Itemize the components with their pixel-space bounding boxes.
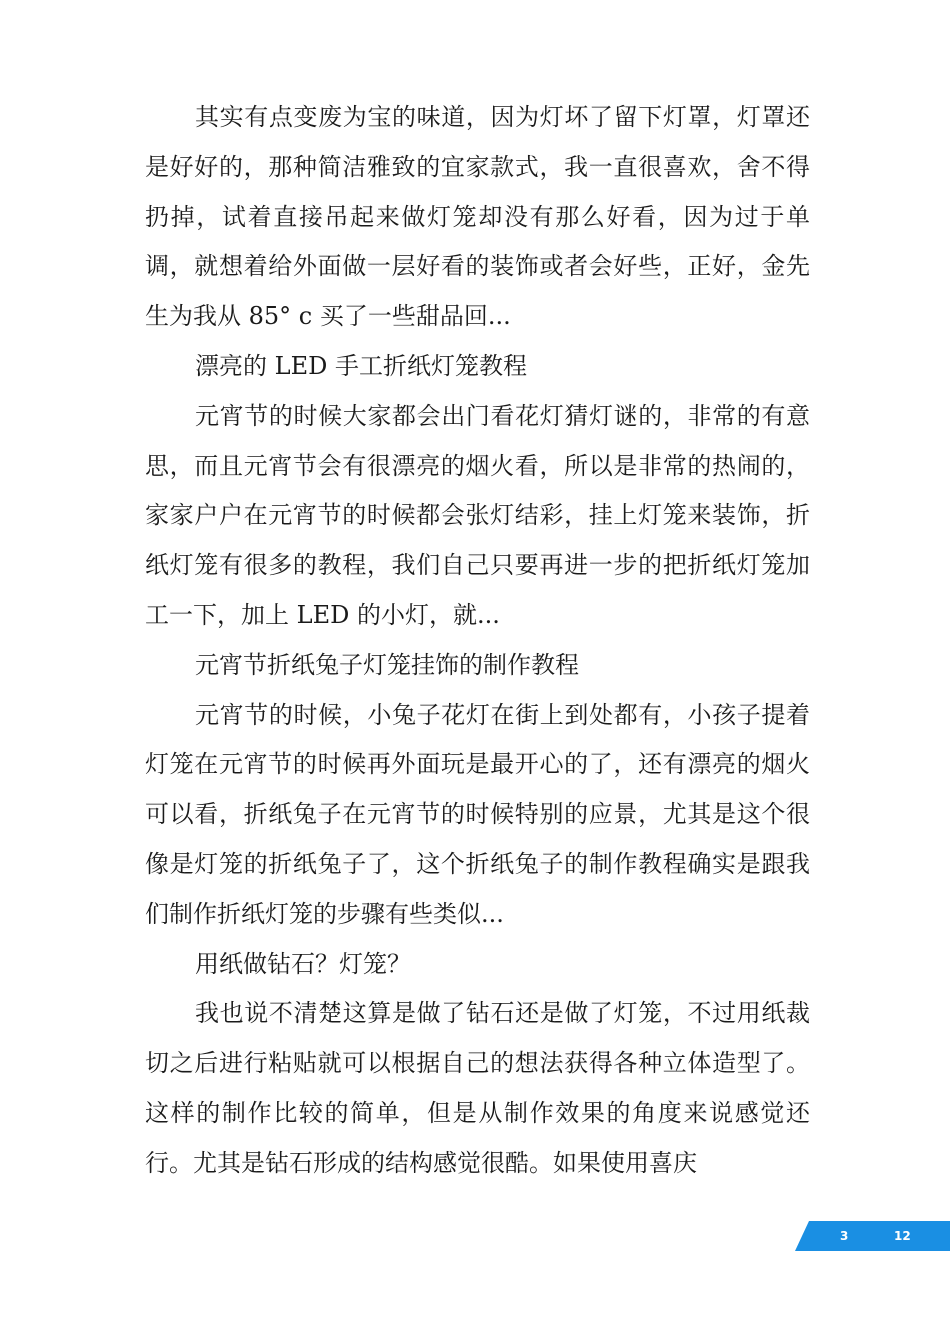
paragraph-led-lantern: 元宵节的时候大家都会出门看花灯猜灯谜的，非常的有意思，而且元宵节会有很漂亮的烟火看，所以是非常的热闹的，家家户户在元宵节的时候都会张灯结彩，挂上灯笼来装饰，折纸灯笼有很多的教程，我们自己只要再进一步的把折纸灯笼加工一下，加上 LED 的小灯，就... bbox=[145, 401, 810, 629]
page-number-bar-shape bbox=[795, 1221, 950, 1251]
paragraph-lampshade-intro: 其实有点变废为宝的味道，因为灯坏了留下灯罩，灯罩还是好好的，那种简洁雅致的宜家款式，我一直很喜欢，舍不得扔掉，试着直接吊起来做灯笼却没有那么好看，因为过于单调，就想着给外面做一层好看的装饰或者会好些，正好，金先生为我从 85° c 买了一些甜品回... bbox=[145, 103, 810, 331]
page-number-bar bbox=[795, 1221, 950, 1251]
paragraph-rabbit-lantern: 元宵节的时候，小兔子花灯在街上到处都有，小孩子提着灯笼在元宵节的时候再外面玩是最开心的了，还有漂亮的烟火可以看，折纸兔子在元宵节的时候特别的应景，尤其是这个很像是灯笼的折纸兔子了，这个折纸兔子的制作教程确实是跟我们制作折纸灯笼的步骤有些类似... bbox=[145, 700, 810, 928]
heading-diamond-lantern: 用纸做钻石？灯笼？ bbox=[195, 949, 411, 978]
current-page-number: 3 bbox=[840, 1229, 849, 1243]
heading-rabbit-lantern: 元宵节折纸兔子灯笼挂饰的制作教程 bbox=[195, 650, 579, 679]
document-body bbox=[145, 93, 810, 1189]
paragraph-diamond-lantern: 我也说不清楚这算是做了钻石还是做了灯笼，不过用纸裁切之后进行粘贴就可以根据自己的想法获得各种立体造型了。这样的制作比较的简单，但是从制作效果的角度来说感觉还行。尤其是钻石形成的结构感觉很酷。如果使用喜庆 bbox=[145, 999, 810, 1177]
total-page-count: 12 bbox=[894, 1229, 911, 1243]
heading-led-lantern: 漂亮的 LED 手工折纸灯笼教程 bbox=[195, 351, 527, 380]
